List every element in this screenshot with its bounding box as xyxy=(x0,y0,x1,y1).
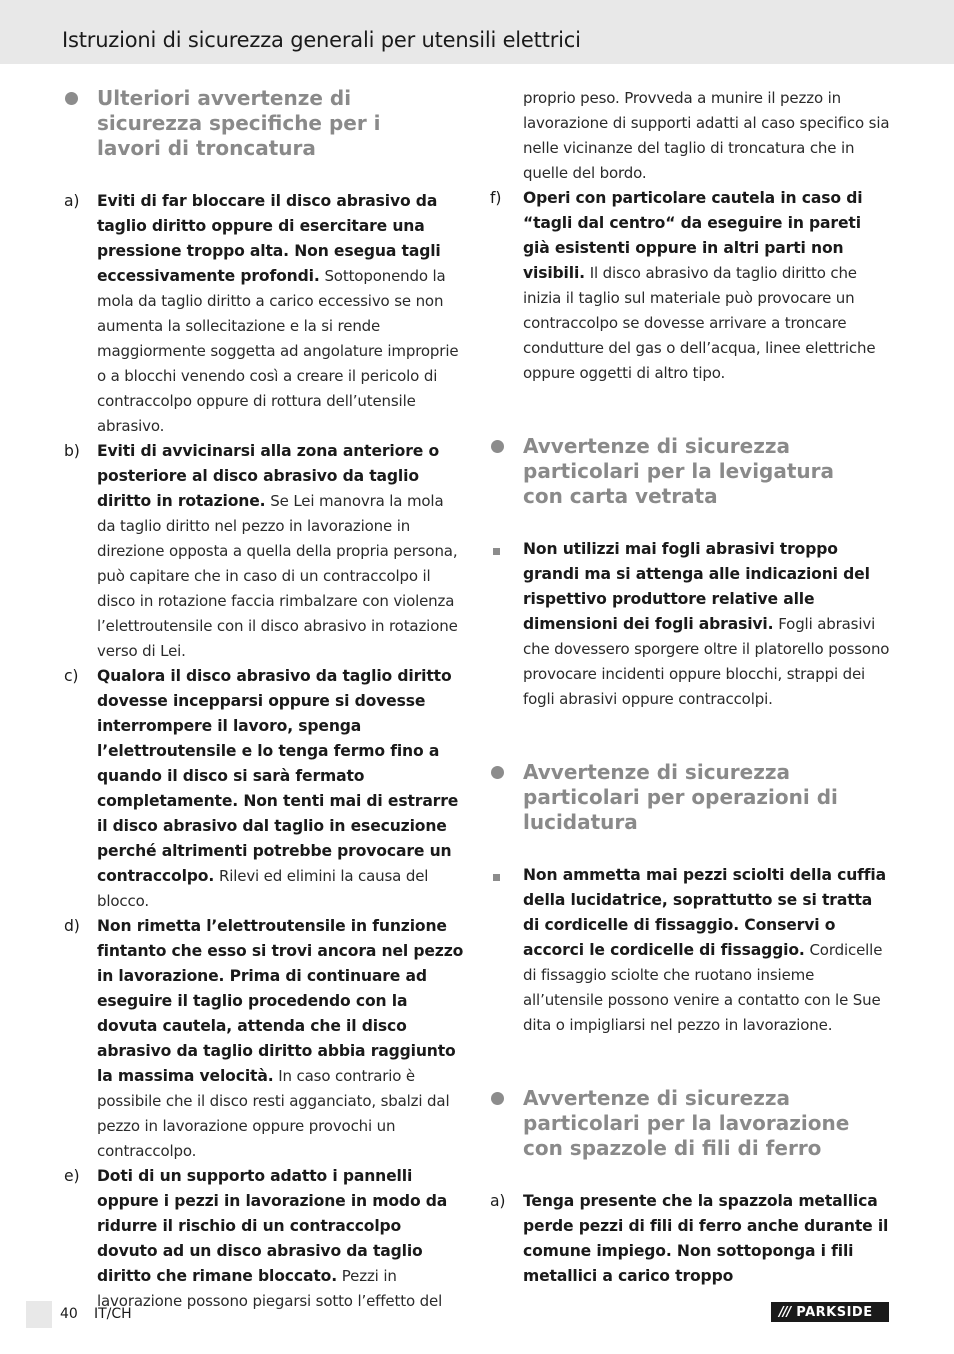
list-item-f xyxy=(488,186,892,386)
item-bold-text: Doti di un supporto adatto i pannelli oppure i pezzi in lavorazione in modo da ridurre il rischio di un contraccolpo dovuto ad un disco abrasivo da taglio diritto che rimane bloccato. xyxy=(97,1167,448,1285)
section-heading-lucidatura xyxy=(488,760,892,835)
item-bold-text: Eviti di avvicinarsi alla zona anteriore o posteriore al disco abrasivo da taglio diritto in rotazione. xyxy=(97,442,440,510)
continuation-body: proprio peso. Provveda a munire il pezzo in lavorazione di supporti adatti al caso specifico sia nelle vicinanze del taglio di troncatura che in quelle del bordo. xyxy=(523,89,890,182)
list-item-c xyxy=(62,664,464,914)
circle-bullet-icon xyxy=(491,440,504,453)
item-body-text: Il disco abrasivo da taglio diritto che inizia il taglio sul materiale può provocare un contraccolpo se dovesse arrivare a troncare condutture del gas o dell’acqua, linee elettriche oppure oggetti di altro tipo. xyxy=(523,264,876,382)
item-bold-text: Eviti di far bloccare il disco abrasivo da taglio diritto oppure di esercitare una pressione troppo alta. Non esegua tagli eccessivamente profondi. xyxy=(97,192,441,285)
list-item-b xyxy=(62,439,464,664)
parkside-logo xyxy=(771,1302,889,1322)
item-body-text: Rilevi ed elimini la causa del blocco. xyxy=(97,867,429,910)
circle-bullet-icon xyxy=(491,766,504,779)
item-label: f) xyxy=(490,189,502,207)
logo-text: PARKSIDE xyxy=(796,1304,873,1320)
item-body-text: Se Lei manovra la mola da taglio diritto nel pezzo in lavorazione in direzione opposta a quella della propria persona, può capitare che in caso di un contraccolpo il disco in rotazione faccia rimbalzare con violenza l’elettroutensile con il disco abrasivo in rotazione verso di Lei. xyxy=(97,492,458,660)
list-item-a xyxy=(62,189,464,439)
section-heading-spazzole xyxy=(488,1086,892,1161)
item-body-text: Pezzi in lavorazione possono piegarsi sotto l’effetto del xyxy=(97,1267,443,1310)
circle-bullet-icon xyxy=(491,1092,504,1105)
item-bold-text: Qualora il disco abrasivo da taglio diritto dovesse incepparsi oppure si dovesse interrompere il lavoro, spenga l’elettroutensile e lo tenga fermo fino a quando il disco si sarà fermato completamente. Non tenti mai di estrarre il disco abrasivo dal taglio in esecuzione perché altrimenti potrebbe provocare un contraccolpo. xyxy=(97,667,459,885)
section-heading-troncatura xyxy=(62,86,464,161)
left-column xyxy=(62,86,464,1314)
item-bold-text: Non ammetta mai pezzi sciolti della cuffia della lucidatrice, soprattutto se si tratta di cordicelle di fissaggio. Conservi o accorci le cordicelle di fissaggio. xyxy=(523,866,886,959)
item-label: d) xyxy=(64,917,80,935)
circle-bullet-icon xyxy=(65,92,78,105)
footer-page-box xyxy=(26,1301,52,1328)
list-item-polishing xyxy=(488,863,892,1038)
list-item-sanding xyxy=(488,537,892,712)
square-bullet-icon xyxy=(493,874,500,881)
page-number: 40 xyxy=(60,1306,78,1322)
item-body-text: Fogli abrasivi che dovessero sporgere oltre il platorello possono provocare incidenti oppure blocchi, strappi dei fogli abrasivi oppure contraccolpi. xyxy=(523,615,890,708)
page-title: Istruzioni di sicurezza generali per utensili elettrici xyxy=(62,28,581,52)
square-bullet-icon xyxy=(493,548,500,555)
item-bold-text: Tenga presente che la spazzola metallica perde pezzi di fili di ferro anche durante il comune impiego. Non sottoponga i fili metallici a carico troppo xyxy=(523,1192,889,1285)
item-label: b) xyxy=(64,442,80,460)
continuation-text xyxy=(488,86,892,186)
list-item-wire-brush-a xyxy=(488,1189,892,1289)
item-bold-text: Operi con particolare cautela in caso di “tagli dal centro“ da eseguire in pareti già esistenti oppure in altri parti non visibili. xyxy=(523,189,863,282)
item-bold-text: Non utilizzi mai fogli abrasivi troppo grandi ma si attenga alle indicazioni del rispettivo produttore relative alle dimensioni dei fogli abrasivi. xyxy=(523,540,870,633)
section-title: Avvertenze di sicurezza particolari per la lavorazione con spazzole di fili di ferro xyxy=(523,1086,850,1160)
section-heading-levigatura xyxy=(488,434,892,509)
section-title: Avvertenze di sicurezza particolari per la levigatura con carta vetrata xyxy=(523,434,835,508)
list-item-d xyxy=(62,914,464,1164)
item-label: a) xyxy=(490,1192,506,1210)
locale-label: IT/CH xyxy=(94,1306,132,1322)
item-body-text: In caso contrario è possibile che il disco resti agganciato, sbalzi dal pezzo in lavorazione oppure provochi un contraccolpo. xyxy=(97,1067,450,1160)
item-label: c) xyxy=(64,667,79,685)
item-label: e) xyxy=(64,1167,80,1185)
item-body-text: Sottoponendo la mola da taglio diritto a carico eccessivo se non aumenta la sollecitazione e la si rende maggiormente soggetta ad angolature improprie o a blocchi venendo così a creare il pericolo di contraccolpo oppure di rottura dell’utensile abrasivo. xyxy=(97,267,459,435)
item-label: a) xyxy=(64,192,80,210)
section-title: Avvertenze di sicurezza particolari per operazioni di lucidatura xyxy=(523,760,838,834)
right-column xyxy=(488,86,892,1289)
list-item-e xyxy=(62,1164,464,1314)
section-title: Ulteriori avvertenze di sicurezza specifiche per i lavori di troncatura xyxy=(97,86,381,160)
item-body-text: Cordicelle di fissaggio sciolte che ruotano insieme all’utensile possono venire a contatto con le Sue dita o impigliarsi nel pezzo in lavorazione. xyxy=(523,941,883,1034)
item-bold-text: Non rimetta l’elettroutensile in funzione fintanto che esso si trovi ancora nel pezzo in lavorazione. Prima di continuare ad eseguire il taglio procedendo con la dovuta cautela, attenda che il disco abrasivo da taglio diritto abbia raggiunto la massima velocità. xyxy=(97,917,464,1085)
logo-stripes: /// xyxy=(779,1304,791,1320)
